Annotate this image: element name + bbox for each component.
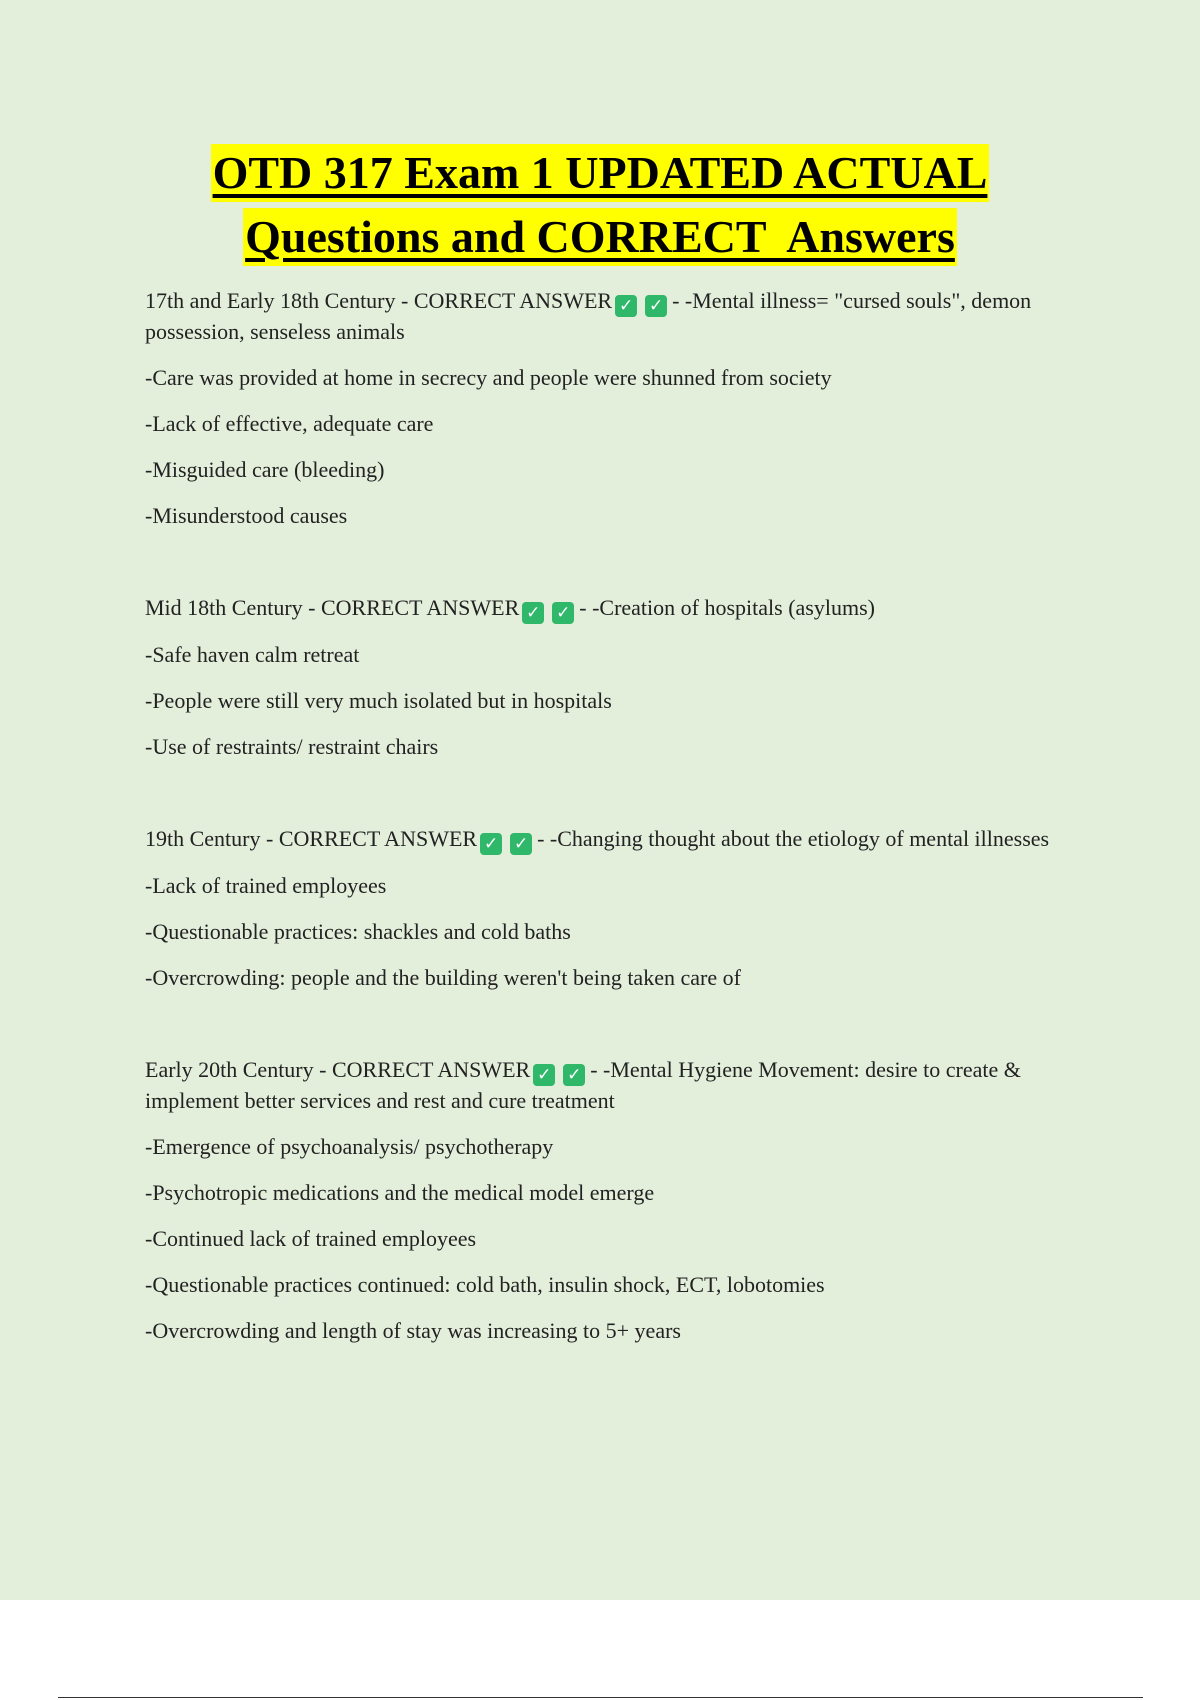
entry-spacer [145,547,1090,593]
qa-detail-line: -Safe haven calm retreat [145,642,360,667]
qa-answer: -Creation of hospitals (asylums) [592,595,875,620]
title-line-2: Questions and CORRECT Answers [243,208,957,266]
qa-entry [145,593,1090,824]
check-mark-icon: ✓ [615,295,637,317]
qa-detail-line: -Questionable practices: shackles and cold baths [145,919,571,944]
document-body [145,286,1090,1362]
qa-detail-line: -Overcrowding and length of stay was increasing to 5+ years [145,1318,681,1343]
qa-detail-line: -Use of restraints/ restraint chairs [145,734,439,759]
check-mark-icon: ✓ [522,602,544,624]
qa-detail-line: -Continued lack of trained employees [145,1226,477,1251]
footer-divider [58,1697,1143,1698]
qa-question-line: 19th Century - CORRECT ANSWER ✓ ✓ - -Changing thought about the etiology of mental illnesses [145,826,1050,854]
qa-detail-line: -Lack of effective, adequate care [145,411,434,436]
qa-answer: -Mental Hygiene Movement: desire to create & implement better services and rest and cure treatment [145,1057,1021,1113]
check-mark-icon: ✓ [480,833,502,855]
check-mark-icon: ✓ [552,602,574,624]
entry-spacer [145,778,1090,824]
check-mark-icon: ✓ [645,295,667,317]
check-mark-icon: ✓ [510,833,532,855]
qa-detail-line: -Care was provided at home in secrecy and people were shunned from society [145,365,832,390]
qa-question-line: Early 20th Century - CORRECT ANSWER ✓ ✓ - -Mental Hygiene Movement: desire to create & implement better services and rest and cure treatment [145,1057,1021,1113]
qa-detail-line: -Questionable practices continued: cold bath, insulin shock, ECT, lobotomies [145,1272,825,1297]
qa-answer: -Mental illness= "cursed souls", demon possession, senseless animals [145,288,1032,344]
qa-entry [145,824,1090,1055]
qa-detail-line: -People were still very much isolated but in hospitals [145,688,612,713]
qa-detail-line: -Misunderstood causes [145,503,348,528]
qa-topic: Mid 18th Century [145,595,303,620]
check-mark-icon: ✓ [563,1064,585,1086]
qa-question-line: 17th and Early 18th Century - CORRECT ANSWER ✓ ✓ - -Mental illness= "cursed souls", demon possession, senseless animals [145,288,1032,344]
qa-detail-line: -Psychotropic medications and the medical model emerge [145,1180,655,1205]
check-mark-icon: ✓ [533,1064,555,1086]
correct-answer-label: CORRECT ANSWER [278,826,478,851]
qa-entry [145,286,1090,593]
qa-detail-line: -Overcrowding: people and the building weren't being taken care of [145,965,741,990]
document-title [0,144,1200,272]
qa-topic: 19th Century [145,826,261,851]
correct-answer-label: CORRECT ANSWER [321,595,520,620]
correct-answer-label: CORRECT ANSWER [413,288,613,313]
qa-topic: Early 20th Century [145,1057,314,1082]
qa-question-line: Mid 18th Century - CORRECT ANSWER ✓ ✓ - -Creation of hospitals (asylums) [145,595,875,623]
qa-detail-line: -Emergence of psychoanalysis/ psychotherapy [145,1134,554,1159]
qa-detail-line: -Misguided care (bleeding) [145,457,385,482]
entry-spacer [145,1009,1090,1055]
qa-entry [145,1055,1090,1346]
qa-answer: -Changing thought about the etiology of mental illnesses [549,826,1050,851]
qa-topic: 17th and Early 18th Century [145,288,396,313]
correct-answer-label: CORRECT ANSWER [331,1057,531,1082]
title-line-1: OTD 317 Exam 1 UPDATED ACTUAL [211,144,990,202]
qa-detail-line: -Lack of trained employees [145,873,387,898]
